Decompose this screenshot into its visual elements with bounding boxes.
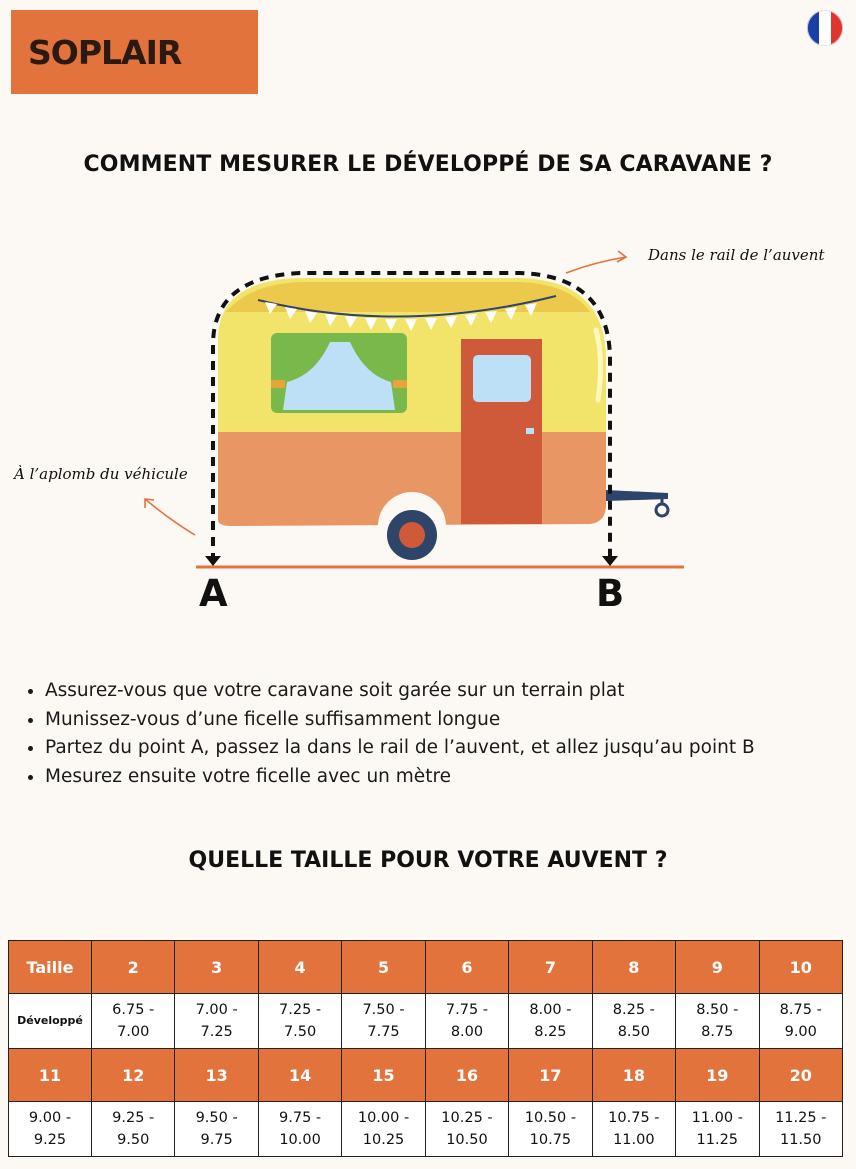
developpe-cell (759, 1102, 843, 1157)
range-end: 11.25 (696, 1132, 739, 1148)
size-cell: 12 (92, 1049, 175, 1102)
developpe-label: Développé (9, 994, 92, 1049)
size-cell: 4 (258, 941, 341, 994)
size-header-label: Taille (9, 941, 92, 994)
table-row (9, 941, 843, 994)
brand-logo[interactable] (11, 10, 258, 94)
range-end: 10.00 (279, 1132, 321, 1148)
table-row (9, 1102, 843, 1157)
developpe-cell (92, 1102, 175, 1157)
annotation-vehicle-plumb: À l’aplomb du véhicule (14, 465, 188, 483)
developpe-cell (9, 1102, 92, 1157)
range-start: 10.50 - (524, 1110, 577, 1126)
range-start: 7.25 - (279, 1002, 322, 1018)
developpe-cell (509, 994, 592, 1049)
range-start: 7.00 - (195, 1002, 238, 1018)
developpe-cell (759, 994, 843, 1049)
brand-name: SOPLAIR (28, 32, 182, 72)
point-a-label: A (199, 572, 228, 615)
developpe-cell (509, 1102, 592, 1157)
range-start: 7.50 - (362, 1002, 405, 1018)
annotation-awning-rail: Dans le rail de l’auvent (648, 246, 825, 264)
size-cell: 16 (425, 1049, 508, 1102)
range-end: 10.50 (446, 1132, 488, 1148)
table-row (9, 994, 843, 1049)
size-cell: 5 (342, 941, 425, 994)
list-item: • Assurez-vous que votre caravane soit garée sur un terrain plat (45, 677, 856, 706)
range-start: 9.00 - (28, 1110, 72, 1126)
point-b-label: B (596, 572, 625, 615)
size-cell: 14 (258, 1049, 341, 1102)
size-cell: 8 (592, 941, 675, 994)
range-start: 10.75 - (608, 1110, 660, 1126)
range-end: 8.50 (617, 1024, 650, 1040)
range-end: 9.25 (33, 1132, 67, 1148)
caravan-window (271, 333, 407, 413)
size-cell: 2 (92, 941, 175, 994)
caravan-illustration (0, 230, 856, 570)
size-table (8, 940, 843, 1157)
size-cell: 19 (676, 1049, 759, 1102)
range-start: 10.25 - (441, 1110, 493, 1126)
size-cell: 17 (509, 1049, 592, 1102)
measure-title: COMMENT MESURER LE DÉVELOPPÉ DE SA CARAVANE ? (83, 152, 773, 177)
size-cell: 11 (9, 1049, 92, 1102)
range-end: 8.75 (701, 1024, 734, 1040)
arrow-to-plumb (145, 499, 195, 535)
range-end: 10.75 (529, 1132, 572, 1148)
caravan-wheel (378, 492, 446, 562)
arrow-a (205, 556, 221, 566)
arrow-b (602, 556, 618, 566)
size-cell: 13 (175, 1049, 258, 1102)
caravan-door (461, 339, 542, 524)
range-start: 9.25 - (112, 1110, 155, 1126)
range-end: 8.00 (450, 1024, 484, 1040)
range-start: 8.25 - (612, 1002, 655, 1018)
list-item: • Munissez-vous d’une ficelle suffisamment longue (45, 706, 856, 735)
range-start: 10.00 - (357, 1110, 410, 1126)
range-end: 7.00 (117, 1024, 150, 1040)
range-start: 6.75 - (112, 1002, 155, 1018)
developpe-cell (175, 994, 258, 1049)
range-end: 11.00 (613, 1132, 655, 1148)
size-cell: 9 (676, 941, 759, 994)
range-end: 7.75 (367, 1024, 400, 1040)
range-end: 11.50 (779, 1132, 822, 1148)
developpe-cell (258, 994, 341, 1049)
developpe-cell (425, 994, 508, 1049)
table-row (9, 1049, 843, 1102)
developpe-cell (592, 1102, 675, 1157)
range-start: 11.00 - (691, 1110, 743, 1126)
developpe-cell (592, 994, 675, 1049)
developpe-cell (425, 1102, 508, 1157)
french-flag-icon[interactable] (807, 10, 843, 46)
range-end: 7.50 (283, 1024, 317, 1040)
size-cell: 3 (175, 941, 258, 994)
size-cell: 20 (759, 1049, 843, 1102)
range-start: 9.50 - (195, 1110, 238, 1126)
range-start: 7.75 - (445, 1002, 489, 1018)
size-cell: 10 (759, 941, 843, 994)
range-end: 9.00 (784, 1024, 817, 1040)
size-cell: 15 (342, 1049, 425, 1102)
size-cell: 6 (425, 941, 508, 994)
size-title: QUELLE TAILLE POUR VOTRE AUVENT ? (188, 848, 668, 873)
drawbar (606, 490, 668, 516)
developpe-cell (342, 994, 425, 1049)
range-start: 8.50 - (696, 1002, 739, 1018)
range-end: 8.25 (534, 1024, 567, 1040)
range-start: 11.25 - (775, 1110, 827, 1126)
developpe-cell (258, 1102, 341, 1157)
range-end: 10.25 (362, 1132, 405, 1148)
developpe-cell (175, 1102, 258, 1157)
range-start: 8.75 - (779, 1002, 822, 1018)
developpe-cell (92, 994, 175, 1049)
arrow-to-rail (566, 257, 626, 273)
developpe-cell (676, 994, 759, 1049)
list-item: • Partez du point A, passez la dans le rail de l’auvent, et allez jusqu’au point B (45, 734, 856, 763)
size-cell: 7 (509, 941, 592, 994)
range-end: 9.50 (117, 1132, 150, 1148)
range-end: 7.25 (200, 1024, 233, 1040)
instructions-list (20, 677, 856, 791)
list-item: • Mesurez ensuite votre ficelle avec un mètre (45, 763, 856, 792)
developpe-cell (676, 1102, 759, 1157)
developpe-cell (342, 1102, 425, 1157)
range-start: 9.75 - (279, 1110, 322, 1126)
range-end: 9.75 (200, 1132, 233, 1148)
size-cell: 18 (592, 1049, 675, 1102)
range-start: 8.00 - (529, 1002, 572, 1018)
